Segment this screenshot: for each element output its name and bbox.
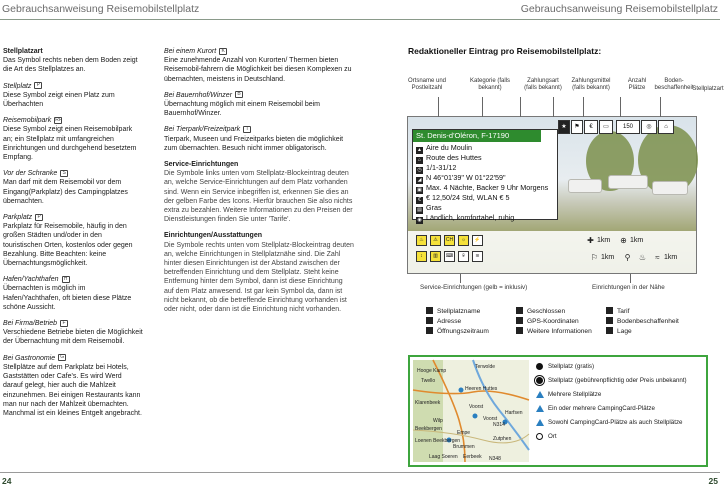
service-icon: ⌨ bbox=[444, 251, 455, 262]
site-type-body: Man darf mit dem Reisemobil vor dem Eingang(Parkplatz) des Campingplatzes übernachten. bbox=[3, 179, 128, 205]
map-legend-marker bbox=[536, 363, 543, 370]
map-town-label: Zutphen bbox=[493, 436, 512, 442]
entry-line-text: 1/1-31/12 bbox=[426, 163, 457, 172]
service-heading: Service-Einrichtungen bbox=[164, 161, 239, 169]
entry-symbol: ▭ bbox=[599, 120, 613, 134]
nearby-icon: ⚲ bbox=[624, 253, 631, 262]
map-panel bbox=[408, 355, 708, 467]
entry-info-box bbox=[412, 129, 558, 223]
callout-label: Zahlungsart (falls bekannt) bbox=[524, 78, 562, 91]
legend-key-icon bbox=[606, 327, 613, 334]
service-icon: ⚠ bbox=[430, 235, 441, 246]
legend-key-icon bbox=[516, 317, 523, 324]
entry-line-text: N 46°01'39" W 01°22'59" bbox=[426, 173, 506, 182]
right-header bbox=[360, 0, 720, 20]
entry-line-icon: ◉ bbox=[417, 217, 422, 223]
map-town-label: N348 bbox=[489, 456, 501, 462]
nearby-distance: 1km bbox=[664, 254, 678, 261]
service-body: Die Symbole links unten vom Stellplatz-Blockeintrag deuten an, welche Service-Einrichtungen auf dem Platz vorhanden sind. Wenn ein Service inbegriffen ist, erkennen Sie dies an der gelben Farbe des Icons. Hierfür brauchen Sie also nichts extra zu bezahlen. Weitere Informationen zu den Preisen der Dienstleistungen finden Sie unter 'Tarife'. bbox=[164, 170, 353, 224]
site-type-icon: RP bbox=[55, 116, 63, 123]
legend-key-icon bbox=[606, 317, 613, 324]
service-label: Service-Einrichtungen (gelb = inklusiv) bbox=[420, 284, 528, 291]
entry-line-icon: ▲ bbox=[417, 147, 422, 153]
service-icon: ≋ bbox=[472, 251, 483, 262]
entry-line-text: Gras bbox=[426, 203, 442, 212]
site-type-title: Bei Firma/Betrieb F bbox=[3, 319, 143, 328]
legend-label: Stellplatzname bbox=[437, 308, 481, 315]
map-town-label: Laag Soeren bbox=[429, 454, 458, 460]
nearby-icon: ♨ bbox=[638, 253, 647, 262]
motorhome-shape bbox=[652, 181, 688, 195]
map-legend-item bbox=[534, 430, 704, 444]
callout-pointer bbox=[482, 97, 483, 117]
site-type-body: Eine zunehmende Anzahl von Kurorten/ Thermen bieten Reisemobil-fahrern die Möglichkeit bei diesen Komplexen zu übernachten, meistens in Deutschland. bbox=[164, 57, 352, 83]
site-type-entry bbox=[3, 47, 143, 75]
right-page-number: 25 bbox=[708, 476, 718, 486]
site-type-body: Diese Symbol zeigt einen Reisemobilpark an; ein Stellplatz mit umfangreichen Einrichtungen und durchgehend besetztem Empfang. bbox=[3, 126, 137, 162]
entry-line-icon: ◷ bbox=[417, 167, 422, 173]
legend-label: Weitere Informationen bbox=[527, 328, 592, 335]
entry-line-icon: € bbox=[416, 197, 423, 204]
entry-line-icon: ◢ bbox=[417, 177, 422, 183]
callout-pointer bbox=[620, 97, 621, 117]
legend-key-icon bbox=[606, 307, 613, 314]
service-icon: ♨ bbox=[416, 235, 427, 246]
site-type-icon: H bbox=[62, 276, 70, 283]
map-town-label: Klarenbeek bbox=[415, 400, 441, 406]
nearby-distance: 1km bbox=[630, 237, 644, 244]
map-town-label: Empe bbox=[457, 430, 471, 436]
legend-label: Bodenbeschaffenheit bbox=[617, 318, 679, 325]
site-type-title: Stellplatz P bbox=[3, 82, 143, 91]
site-type-icon: P bbox=[34, 82, 42, 89]
region-map bbox=[413, 360, 529, 462]
left-page bbox=[0, 0, 360, 488]
legend-key-icon bbox=[516, 327, 523, 334]
left-page-number: 24 bbox=[2, 476, 12, 486]
service-icon: ⚡ bbox=[472, 235, 483, 246]
map-legend-item bbox=[534, 374, 704, 388]
site-type-icon: P bbox=[35, 214, 43, 221]
entry-line-icon: ▣ bbox=[417, 187, 422, 193]
map-legend-label: Sowohl CampingCard-Plätze als auch Stellplätze bbox=[548, 419, 683, 426]
site-type-icon: B bbox=[235, 91, 243, 98]
service-pointer bbox=[460, 274, 461, 283]
map-legend-item bbox=[534, 360, 704, 374]
entry-symbol: ◎ bbox=[641, 120, 657, 134]
site-type-title: Bei Gastronomie G bbox=[3, 354, 143, 363]
nearby-icon: ⊕ bbox=[620, 236, 627, 245]
site-type-title: Stellplatzart bbox=[3, 48, 43, 55]
entry-lines bbox=[416, 144, 548, 224]
site-type-entry bbox=[3, 354, 143, 418]
forest-area bbox=[413, 360, 443, 462]
legend-label: Lage bbox=[617, 328, 632, 335]
legend-item bbox=[426, 327, 489, 337]
callout-pointer bbox=[583, 97, 584, 117]
site-type-body: Übernachtung möglich mit einem Reisemobil beim Bauernhof/Winzer. bbox=[164, 101, 321, 118]
right-page bbox=[360, 0, 724, 488]
nearby-label: Einrichtungen in der Nähe bbox=[592, 284, 665, 291]
map-legend-label: Ein oder mehrere CampingCard-Plätze bbox=[548, 405, 655, 412]
map-town-label: Heeren Huttes bbox=[465, 386, 498, 392]
map-town-label: Eerbeek bbox=[463, 454, 482, 460]
map-town-label: Hooge Kamp bbox=[417, 368, 447, 374]
left-header-title: Gebrauchsanweisung Reisemobilstellplatz bbox=[2, 3, 200, 15]
left-column-1 bbox=[3, 47, 143, 425]
site-type-title: Hafen/Yachthafen H bbox=[3, 275, 143, 284]
map-legend-marker bbox=[536, 391, 544, 398]
sample-entry-card bbox=[407, 116, 697, 274]
site-type-body: Tierpark, Museen und Freizeitparks bieten die möglichkeit zum übernachten. Besuch nicht immer obligatorisch. bbox=[164, 135, 344, 152]
legend-item bbox=[426, 317, 461, 327]
map-legend-marker bbox=[536, 405, 544, 412]
map-legend-marker bbox=[536, 419, 544, 426]
site-type-entry bbox=[3, 82, 143, 110]
site-type-title: Parkplatz P bbox=[3, 213, 143, 222]
site-type-icon: S bbox=[60, 170, 68, 177]
site-type-icon: K bbox=[219, 48, 227, 55]
map-legend-item bbox=[534, 388, 704, 402]
entry-line-text: Ländlich, komfortabel, ruhig bbox=[426, 213, 515, 222]
entry-symbol: € bbox=[584, 120, 598, 134]
entry-line-text: Route des Huttes bbox=[426, 153, 482, 162]
site-type-body: Das Symbol rechts neben dem Boden zeigt die Art des Stellplatzes an. bbox=[3, 57, 138, 74]
map-legend-label: Mehrere Stellplätze bbox=[548, 391, 602, 398]
entry-heading: St. Denis-d'Oléron, F-17190 bbox=[413, 130, 541, 142]
map-town-label: N314 bbox=[493, 422, 505, 428]
entry-symbol-strip bbox=[558, 120, 696, 134]
map-town-label: Voorst bbox=[483, 416, 498, 422]
map-legend-item bbox=[534, 402, 704, 416]
legend-label: GPS-Koordinaten bbox=[527, 318, 579, 325]
site-type-entry bbox=[3, 116, 143, 162]
entry-symbol: ★ bbox=[558, 120, 570, 134]
map-legend-label: Stellplatz (gebührenpflichtig oder Preis unbekannt) bbox=[548, 377, 687, 384]
callout-label: Anzahl Plätze bbox=[627, 78, 647, 91]
callout-label: Stellplatzart bbox=[692, 86, 724, 92]
callout-pointer bbox=[553, 97, 554, 117]
entry-symbol: ⌂ bbox=[658, 120, 674, 134]
service-icon: ☼ bbox=[458, 235, 469, 246]
nearby-distance: 1km bbox=[601, 254, 615, 261]
nearby-distance: 1km bbox=[597, 237, 611, 244]
map-town-label: Wilp bbox=[433, 418, 443, 424]
entry-line-text: € 12,50/24 Std, WLAN € 5 bbox=[426, 193, 510, 202]
callout-label: Ortsname und Postleitzahl bbox=[407, 78, 447, 91]
entry-line-icon: ▤ bbox=[417, 207, 422, 213]
site-type-entry bbox=[3, 319, 143, 347]
map-town-label: Loenen Beekbergen bbox=[415, 438, 461, 444]
entry-section-title: Redaktioneller Eintrag pro Reisemobilstellplatz: bbox=[408, 46, 602, 56]
legend-label: Öffnungszeitraum bbox=[437, 328, 489, 335]
site-type-icon: F bbox=[60, 320, 68, 327]
legend-label: Tarif bbox=[617, 308, 630, 315]
entry-symbol: ⚑ bbox=[571, 120, 583, 134]
site-type-body: Parkplatz für Reisemobile, häufig in den großen Städten und/oder in den touristischen Orten, kostenlos oder gegen Bezahlung. Bitte Beachten: keine Übernachtungsmöglichkeit. bbox=[3, 223, 133, 268]
left-column-2 bbox=[164, 47, 354, 314]
callout-labels bbox=[400, 78, 724, 98]
legend-key-icon bbox=[426, 317, 433, 324]
legend-item bbox=[516, 327, 592, 337]
map-legend-item bbox=[534, 416, 704, 430]
legend-item bbox=[606, 307, 629, 317]
legend-item bbox=[426, 307, 480, 317]
site-type-entry bbox=[3, 275, 143, 312]
nearby-icon: ≈ bbox=[655, 253, 660, 262]
service-icon: CH bbox=[444, 235, 455, 246]
map-legend bbox=[534, 360, 704, 444]
left-header bbox=[0, 0, 360, 20]
legend-label: Adresse bbox=[437, 318, 462, 325]
legend-label: Geschlossen bbox=[527, 308, 566, 315]
site-type-icon: G bbox=[58, 354, 66, 361]
site-type-title: Vor der Schranke S bbox=[3, 169, 143, 178]
site-type-entry bbox=[164, 125, 354, 153]
entry-line-text: Aire du Moulin bbox=[426, 143, 472, 152]
service-bar bbox=[408, 231, 696, 273]
site-type-body: Übernachten is möglich im Hafen/Yachthafen, oft bieten diese Plätze schöne Aussicht. bbox=[3, 285, 132, 311]
map-town-label: Harfsen bbox=[505, 410, 523, 416]
map-legend-label: Ort bbox=[548, 433, 557, 440]
entry-symbol: 150 bbox=[616, 120, 640, 134]
legend-item bbox=[516, 317, 579, 327]
site-type-body: Diese Symbol zeigt einen Platz zum Überhachten bbox=[3, 91, 115, 109]
map-town-label: Twello bbox=[421, 378, 436, 384]
site-type-body: Stellplätze auf dem Parkplatz bei Hotels, Gaststätten oder Cafe's. Es wird Werd darauf gelegt, hier auch die Mahlzeit einzunehmen. Bei einigen Restaurants kann man nur nach der Mahlzeit übernachten. Manchmal ist ein kleines Entgelt angebracht. bbox=[3, 363, 142, 417]
nearby-icon: ✚ bbox=[587, 236, 594, 245]
map-town-label: Voorst bbox=[469, 404, 484, 410]
site-type-icon: T bbox=[243, 126, 251, 133]
legend-item bbox=[516, 307, 565, 317]
left-footer bbox=[0, 472, 360, 488]
site-type-entry bbox=[164, 91, 354, 119]
site-type-body: Verschiedene Betriebe bieten die Möglichkeit der Übernachtung mit dem Reisemobil. bbox=[3, 329, 143, 346]
site-marker bbox=[473, 414, 478, 419]
equipment-body: Die Symbole rechts unten vom Stellplatz-Blockeintrag deuten an, welche Einrichtungen in Stellplatznähe sind. Die Zahl hinter diesen Einrichtungen ist der Abstand zwischen der betreffenden Einrichtung und dem Stellplatz. Steht keine Entfernung hinter dem Symbol, dann ist diese Einrichtung auf dem Platz anwesend. Ist gar kein Symbol da, dann ist nicht bekannt, ob die betreffende Einrichtung vorhanden ist oder nicht, oder dann ist die Einrichtung nicht vorhanden. bbox=[164, 241, 354, 314]
entry-line-text: Max. 4 Nächte, Backer 9 Uhr Morgens bbox=[426, 183, 549, 192]
callout-label: Kategorie (falls bekannt) bbox=[469, 78, 511, 91]
site-type-title: Bei Bauernhof/Winzer B bbox=[164, 91, 354, 100]
nearby-pointer bbox=[630, 274, 631, 283]
service-icon: ↕ bbox=[416, 251, 427, 262]
callout-label: Zahlungsmittel (falls bekannt) bbox=[571, 78, 611, 91]
site-type-entry bbox=[3, 169, 143, 206]
entry-line bbox=[416, 214, 548, 224]
map-town-label: Brummen bbox=[453, 444, 475, 450]
map-town-label: Beekbergen bbox=[415, 426, 442, 432]
map-legend-marker bbox=[536, 433, 543, 440]
map-town-label: Terwolde bbox=[475, 364, 496, 370]
callout-label: Boden-beschaffenheit bbox=[654, 78, 694, 91]
map-legend-label: Stellplatz (gratis) bbox=[548, 363, 595, 370]
legend-key-icon bbox=[426, 307, 433, 314]
right-header-title: Gebrauchsanweisung Reisemobilstellplatz bbox=[520, 3, 718, 15]
callout-pointer bbox=[660, 97, 661, 117]
legend-item bbox=[606, 317, 679, 327]
site-type-title: Bei Tierpark/Freizeitpark T bbox=[164, 125, 354, 134]
site-type-entry bbox=[3, 213, 143, 268]
callout-pointer bbox=[520, 97, 521, 117]
legend-key-icon bbox=[426, 327, 433, 334]
map-legend-marker bbox=[536, 377, 543, 384]
service-icon: ▥ bbox=[430, 251, 441, 262]
right-footer bbox=[360, 472, 720, 488]
site-marker bbox=[459, 388, 464, 393]
site-type-title: Reisemobilpark RP bbox=[3, 116, 63, 125]
legend-item bbox=[606, 327, 632, 337]
nearby-icon: ⚐ bbox=[590, 253, 599, 262]
legend-key-icon bbox=[516, 307, 523, 314]
site-type-entry bbox=[164, 47, 354, 84]
service-icon: ⌾ bbox=[458, 251, 469, 262]
entry-line-icon: ⌂ bbox=[417, 157, 422, 163]
site-type-title: Bei einem Kurort K bbox=[164, 47, 354, 56]
motorhome-shape bbox=[608, 175, 648, 189]
equipment-heading: Einrichtungen/Ausstattungen bbox=[164, 232, 262, 240]
callout-pointer bbox=[438, 97, 439, 117]
motorhome-shape bbox=[568, 179, 602, 193]
